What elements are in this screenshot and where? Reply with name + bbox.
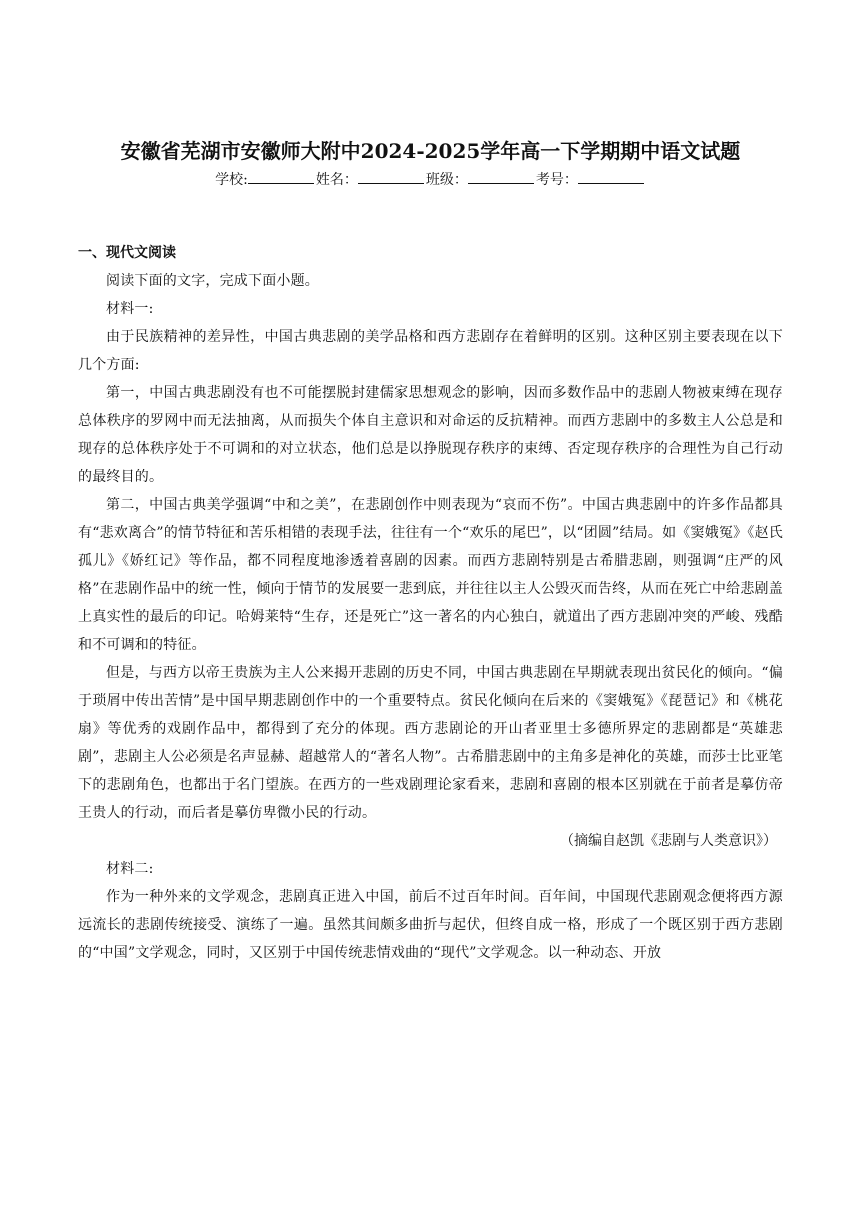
name-label: 姓名： — [315, 172, 358, 188]
paragraph-material-1-label: 材料一: — [106, 301, 154, 317]
class-field — [426, 169, 536, 191]
paragraph-point-3: 但是，与西方以帝王贵族为主人公来揭开悲剧的历史不同，中国古典悲剧在早期就表现出贫民化的倾向。“偏于琐屑中传出苦情”是中国早期悲剧创作中的一个重要特点。贫民化倾向在后来的《窦娥冤》《琵琶记》和《桃花扇》等优秀的戏剧作品中，都得到了充分的体现。西方悲剧论的开山者亚里士多德所界定的悲剧都是“英雄悲剧”，悲剧主人公必须是名声显赫、超越常人的“著名人物”。古希腊悲剧中的主角多是神化的英雄，而莎士比亚笔下的悲剧角色，也都出于名门望族。在西方的一些戏剧理论家看来，悲剧和喜剧的根本区别就在于前者是摹仿帝王贵人的行动，而后者是摹仿卑微小民的行动。 — [78, 665, 783, 821]
student-info-line — [78, 169, 783, 191]
school-blank[interactable] — [248, 169, 314, 184]
paragraph-point-1: 第一，中国古典悲剧没有也不可能摆脱封建儒家思想观念的影响，因而多数作品中的悲剧人物被束缚在现存总体秩序的罗网中而无法抽离，从而损失个体自主意识和对命运的反抗精神。而西方悲剧中的多数主人公总是和现存的总体秩序处于不可调和的对立状态，他们总是以挣脱现存秩序的束缚、否定现存秩序的合理性为自己行动的最终目的。 — [78, 385, 783, 485]
exam-title: 安徽省芜湖市安徽师大附中2024-2025学年高一下学期期中语文试题 — [120, 139, 741, 163]
paragraph-material-2-body: 作为一种外来的文学观念，悲剧真正进入中国，前后不过百年时间。百年间，中国现代悲剧观念便将西方源远流长的悲剧传统接受、演练了一遍。虽然其间颇多曲折与起伏，但终自成一格，形成了一个既区别于西方悲剧的“中国”文学观念，同时，又区别于中国传统悲情戏曲的“现代”文学观念。以一种动态、开放 — [78, 889, 783, 961]
name-field — [316, 169, 426, 191]
paragraph-point-2: 第二，中国古典美学强调“中和之美”，在悲剧创作中则表现为“哀而不伤”。中国古典悲剧中的许多作品都具有“悲欢离合”的情节特征和苦乐相错的表现手法，往往有一个“欢乐的尾巴”，以“团圆”结局。如《窦娥冤》《赵氏孤儿》《娇红记》等作品，都不同程度地渗透着喜剧的因素。而西方悲剧特别是古希腊悲剧，则强调“庄严的风格”在悲剧作品中的统一性，倾向于情节的发展要一悲到底，并往往以主人公毁灭而告终，从而在死亡中给悲剧盖上真实性的最后的印记。哈姆莱特“生存，还是死亡”这一著名的内心独白，就道出了西方悲剧冲突的严峻、残酷和不可调和的特征。 — [78, 497, 783, 653]
source-citation: （摘编自赵凯《悲剧与人类意识》） — [560, 833, 777, 849]
school-field — [215, 169, 316, 191]
paragraph-intro: 由于民族精神的差异性，中国古典悲剧的美学品格和西方悲剧存在着鲜明的区别。这种区别主要表现在以下几个方面: — [78, 329, 783, 373]
exam-number-blank[interactable] — [578, 169, 644, 184]
paragraph-instruction: 阅读下面的文字，完成下面小题。 — [106, 273, 319, 289]
exam-number-label: 考号： — [535, 172, 578, 188]
name-blank[interactable] — [358, 169, 424, 184]
class-label: 班级： — [425, 172, 468, 188]
class-blank[interactable] — [468, 169, 534, 184]
school-label: 学校: — [215, 172, 248, 188]
section-heading: 一、现代文阅读 — [78, 245, 176, 261]
paragraph-material-2-label: 材料二: — [106, 861, 154, 877]
exam-number-field — [536, 169, 646, 191]
